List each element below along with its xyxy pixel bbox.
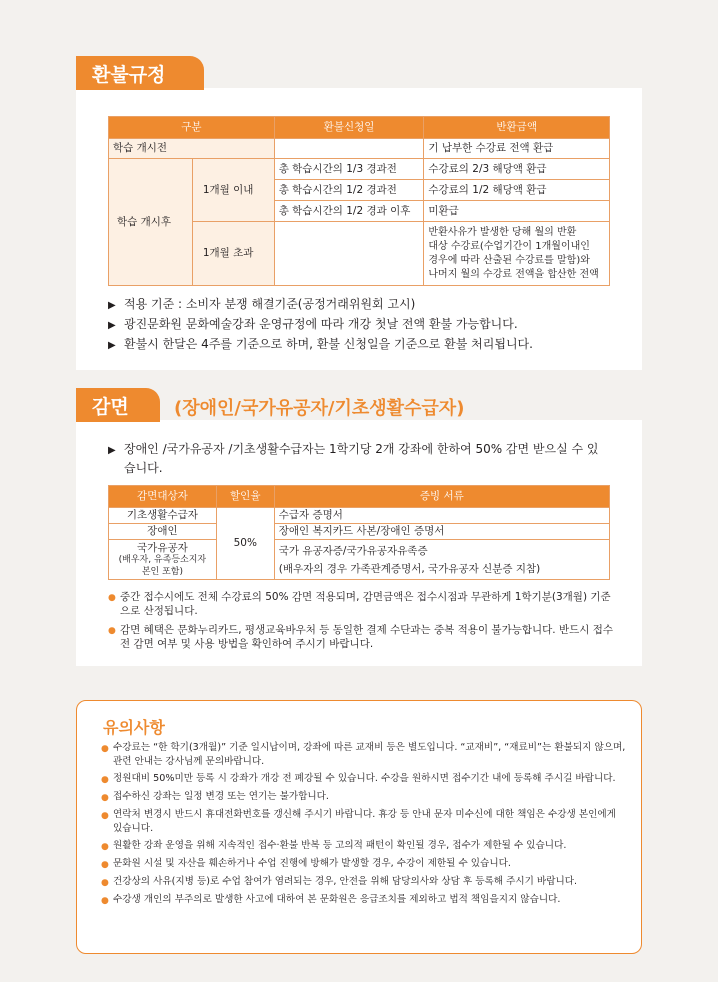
refund-title: 환불규정 (92, 63, 166, 86)
refund-header-amount: 반환금액 (424, 117, 610, 139)
discount-doc-3: 국가 유공자증/국가유공자유족증 (배우자의 경우 가족관계증명서, 국가유공자 신분증 지참) (274, 540, 609, 580)
caution-item: ● 원활한 강좌 운영을 위해 지속적인 접수·환불 반복 등 고의적 패턴이 확인될 경우, 접수가 제한될 수 있습니다. (101, 840, 567, 852)
refund-over-line-2: 대상 수강료(수업기간이 1개월이내인 (428, 240, 590, 252)
refund-over-line-3: 경우에 따라 산출된 수강료를 말함)와 (428, 254, 590, 266)
refund-over-line-4: 나머지 월의 수강료 전액을 합산한 전액 (428, 268, 599, 280)
discount-target-3-sub: (배우자, 유족등소지자 본인 포함) (118, 554, 207, 577)
refund-over-line-1: 반환사유가 발생한 당해 월의 반환 (428, 226, 577, 238)
discount-rate: 50% (216, 508, 274, 580)
caution-item: ● 수강생 개인의 부주의로 발생한 사고에 대하여 본 문화원은 응급조치를 제외하고 법적 책임을지지 않습니다. (101, 894, 561, 906)
discount-subtitle: (장애인/국가유공자/기초생활수급자) (174, 398, 465, 419)
triangle-right-icon: ▶ (108, 320, 116, 331)
discount-note: ● 중간 접수시에도 전체 수강료의 50% 감면 적용되며, 감면금액은 접수시점과 무관하게 1학기분(3개월) 기준으로 산정됩니다. (108, 591, 611, 617)
discount-doc-3-sub: (배우자의 경우 가족관계증명서, 국가유공자 신분증 지참) (278, 562, 541, 575)
refund-over-month-label: 1개월 초과 (192, 222, 274, 286)
discount-target-1: 기초생활수급자 (109, 508, 217, 524)
triangle-right-icon: ▶ (108, 300, 116, 311)
dot-icon: ● (101, 744, 109, 754)
refund-after-start-label: 학습 개시후 (109, 159, 193, 286)
dot-icon: ● (108, 626, 116, 636)
caution-list (101, 741, 627, 911)
caution-item: ● 접수하신 강좌는 일정 변경 또는 연기는 불가합니다. (101, 791, 329, 803)
dot-icon: ● (101, 842, 109, 852)
discount-target-3: 국가유공자 (배우자, 유족등소지자 본인 포함) (109, 540, 217, 580)
discount-tab (76, 388, 160, 422)
caution-item: ● 연락처 변경시 반드시 휴대전화번호를 갱신해 주시기 바랍니다. 휴강 등 안내 문자 미수신에 대한 책임은 수강생 본인에게 있습니다. (101, 809, 616, 834)
refund-before-start-date (274, 139, 424, 159)
dot-icon: ● (101, 775, 109, 785)
caution-title: 유의사항 (103, 718, 165, 737)
refund-over-month-amount (424, 222, 610, 286)
caution-item: ● 문화원 시설 및 자산을 훼손하거나 수업 진행에 방해가 발생할 경우, 수강이 제한될 수 있습니다. (101, 858, 511, 870)
refund-note: ▶ 환불시 한달은 4주를 기준으로 하며, 환불 신청일을 기준으로 환불 처리됩니다. (108, 335, 628, 355)
refund-header-date: 환불신청일 (274, 117, 424, 139)
discount-table (108, 485, 610, 580)
refund-before-start-amount: 기 납부한 수강료 전액 환급 (424, 139, 610, 159)
discount-header-doc: 증빙 서류 (274, 486, 609, 508)
dot-icon: ● (101, 811, 109, 821)
dot-icon: ● (108, 593, 116, 603)
refund-tab (76, 56, 204, 90)
refund-within-amount-3: 미환급 (424, 201, 610, 222)
discount-doc-2: 장애인 복지카드 사본/장애인 증명서 (274, 524, 609, 540)
refund-within-date-2: 총 학습시간의 1/2 경과전 (274, 180, 424, 201)
refund-within-amount-1: 수강료의 2/3 해당액 환급 (424, 159, 610, 180)
refund-before-start-label: 학습 개시전 (109, 139, 275, 159)
caution-box (76, 700, 642, 954)
refund-table (108, 116, 610, 286)
caution-item: ● 정원대비 50%미만 등록 시 강좌가 개강 전 폐강될 수 있습니다. 수강을 원하시면 접수기간 내에 등록해 주시길 바랍니다. (101, 773, 616, 785)
refund-notes (108, 295, 628, 355)
refund-within-amount-2: 수강료의 1/2 해당액 환급 (424, 180, 610, 201)
discount-header-rate: 할인율 (216, 486, 274, 508)
triangle-right-icon: ▶ (108, 340, 116, 351)
discount-doc-1: 수급자 증명서 (274, 508, 609, 524)
refund-note: ▶ 적용 기준 : 소비자 분쟁 해결기준(공정거래위원회 고시) (108, 295, 628, 315)
dot-icon: ● (101, 860, 109, 870)
dot-icon: ● (101, 793, 109, 803)
refund-header-category: 구분 (109, 117, 275, 139)
caution-item: ● 수강료는 “한 학기(3개월)” 기준 일시납이며, 강좌에 따른 교재비 등은 별도입니다. “교재비”, “재료비”는 환불되지 않으며, 관련 안내는 강사님께 문의바랍니다. (101, 742, 626, 767)
caution-item: ● 건강상의 사유(지병 등)로 수업 참여가 염려되는 경우, 안전을 위해 담당의사와 상담 후 등록해 주시기 바랍니다. (101, 876, 578, 888)
discount-title: 감면 (92, 395, 129, 418)
refund-within-month-label: 1개월 이내 (192, 159, 274, 222)
refund-note: ▶ 광진문화원 문화예술강좌 운영규정에 따라 개강 첫날 전액 환불 가능합니다. (108, 315, 628, 335)
refund-within-date-3: 총 학습시간의 1/2 경과 이후 (274, 201, 424, 222)
dot-icon: ● (101, 896, 109, 906)
discount-note: ● 감면 혜택은 문화누리카드, 평생교육바우처 등 동일한 결제 수단과는 중복 적용이 불가능합니다. 반드시 접수 전 감면 여부 및 사용 방법을 확인하여 주시기 바랍니다. (108, 624, 614, 650)
discount-notes (108, 590, 618, 651)
dot-icon: ● (101, 878, 109, 888)
refund-within-date-1: 총 학습시간의 1/3 경과전 (274, 159, 424, 180)
discount-intro (108, 440, 608, 478)
refund-over-month-date (274, 222, 424, 286)
triangle-right-icon: ▶ (108, 445, 116, 456)
discount-target-2: 장애인 (109, 524, 217, 540)
discount-header-target: 감면대상자 (109, 486, 217, 508)
discount-intro-text: 장애인 /국가유공자 /기초생활수급자는 1학기당 2개 강좌에 한하여 50% 감면 받으실 수 있습니다. (124, 442, 599, 475)
